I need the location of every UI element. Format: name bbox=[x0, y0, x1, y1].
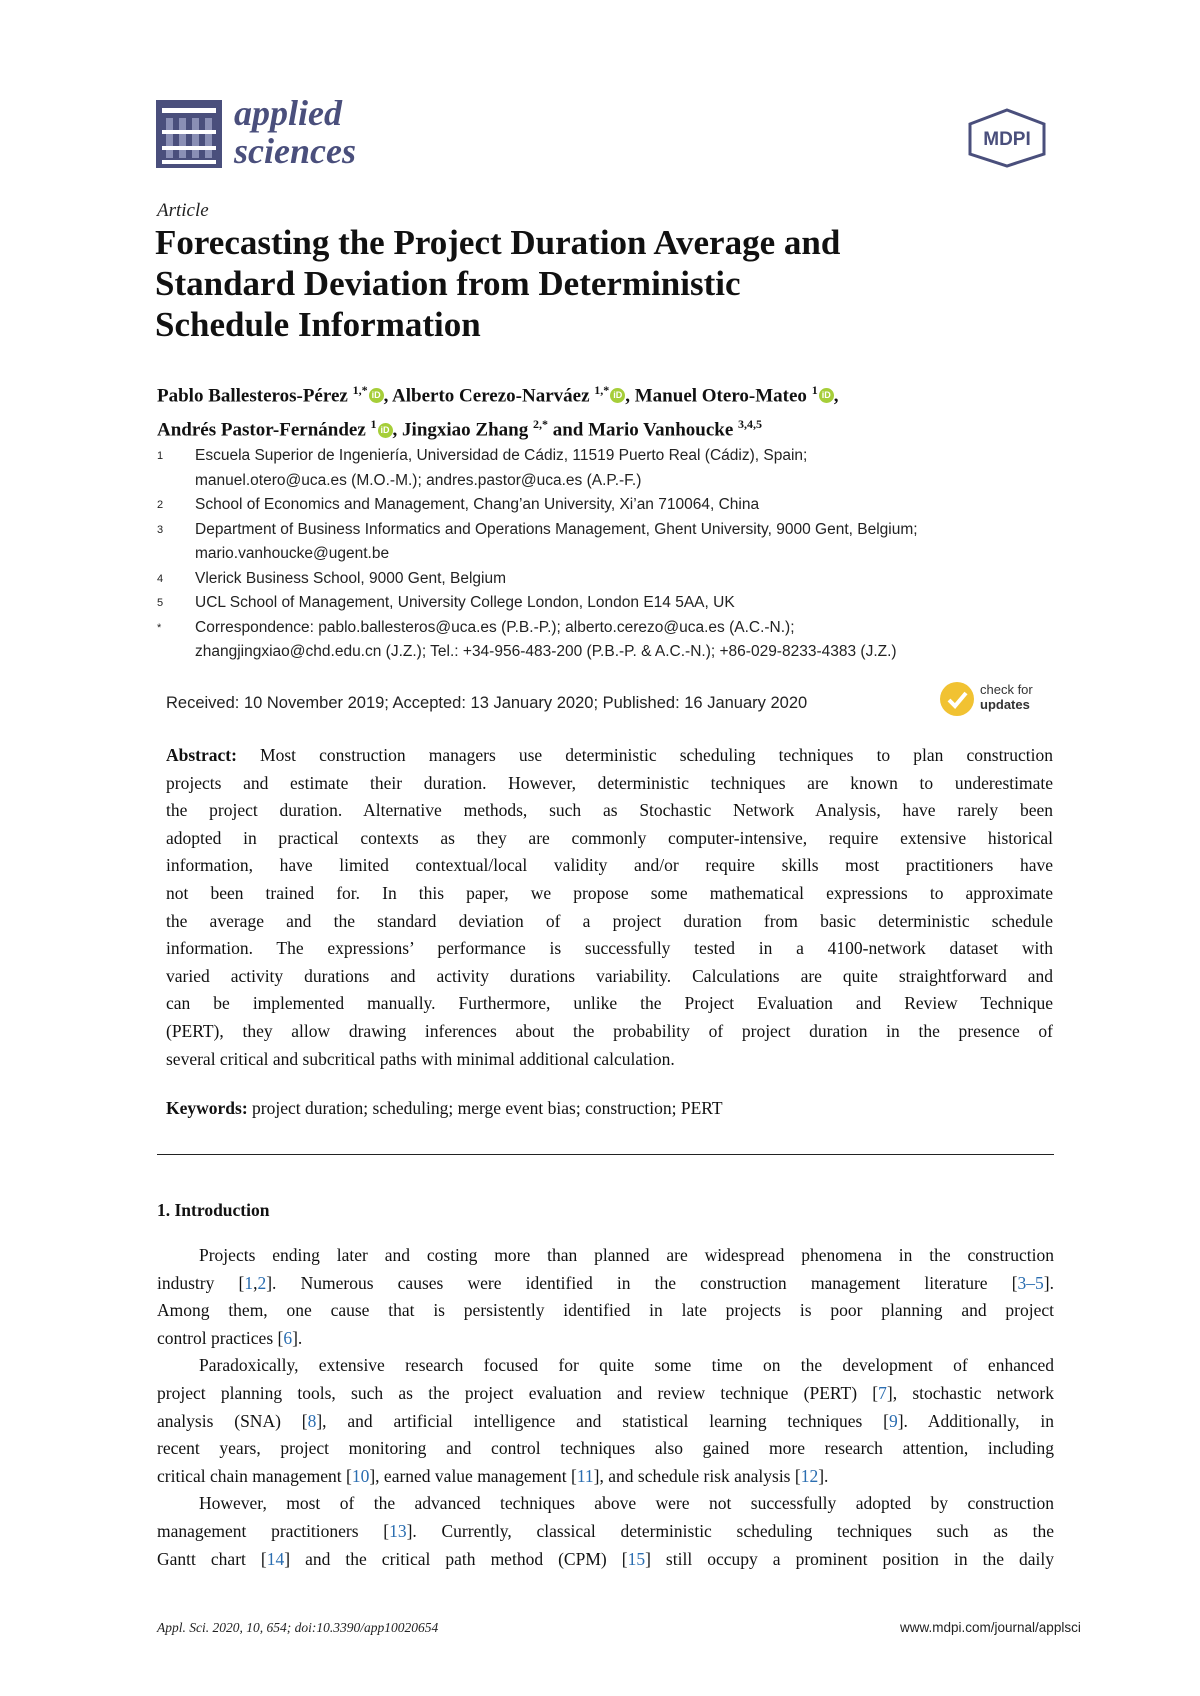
author-name[interactable]: Mario Vanhoucke bbox=[588, 419, 734, 441]
body-line bbox=[157, 1435, 1054, 1463]
check-icon bbox=[940, 682, 974, 716]
title-line: Schedule Information bbox=[155, 305, 481, 344]
affiliation-line: School of Economics and Management, Chang’an University, Xi’an 710064, China bbox=[195, 496, 760, 513]
author-name[interactable]: Alberto Cerezo-Narváez bbox=[392, 385, 590, 407]
author-affiliation-sup: 1 bbox=[370, 417, 377, 432]
body-line bbox=[157, 1325, 1054, 1353]
citation-link[interactable]: 2 bbox=[257, 1272, 267, 1293]
author-name[interactable]: Andrés Pastor-Fernández bbox=[157, 419, 366, 441]
title-line: Standard Deviation from Deterministic bbox=[155, 264, 741, 303]
text-run: control practices [ bbox=[157, 1327, 284, 1348]
abstract-line: can be implemented manually. Furthermore, unlike the Project Evaluation and Review Technique bbox=[166, 993, 1053, 1014]
body-line bbox=[157, 1270, 1054, 1298]
text-run: ]. bbox=[1043, 1272, 1054, 1293]
affiliation-line: Department of Business Informatics and Operations Management, Ghent University, 9000 Gent, Belgium; bbox=[195, 520, 918, 538]
affiliation-item bbox=[157, 567, 1057, 592]
body-text bbox=[157, 1242, 1054, 1573]
abstract-line: Most construction managers use deterministic scheduling techniques to plan construction bbox=[260, 745, 1054, 765]
body-line bbox=[157, 1490, 1054, 1518]
abstract-line: the average and the standard deviation of a project duration from basic deterministic schedule bbox=[166, 910, 1053, 931]
check-for-updates-badge[interactable] bbox=[940, 680, 1080, 720]
author-affiliation-sup: 3,4,5 bbox=[738, 417, 763, 432]
affiliation-item bbox=[157, 591, 1057, 616]
updates-label-line2: updates bbox=[980, 697, 1030, 712]
text-run: ]. bbox=[818, 1465, 829, 1486]
citation-link[interactable]: 3–5 bbox=[1017, 1272, 1044, 1293]
authors-and: and bbox=[552, 419, 584, 441]
citation-link[interactable]: 11 bbox=[576, 1465, 594, 1486]
text-run: Projects ending later and costing more than planned are widespread phenomena in the construction bbox=[199, 1245, 1054, 1265]
text-run: analysis (SNA) [ bbox=[157, 1410, 308, 1431]
affiliation-item bbox=[157, 616, 1057, 665]
article-type: Article bbox=[157, 200, 209, 221]
affiliation-item bbox=[157, 444, 1057, 493]
keywords bbox=[166, 1098, 723, 1119]
abstract-label: Abstract: bbox=[166, 745, 237, 765]
affiliations bbox=[157, 444, 1057, 665]
citation-link[interactable]: 12 bbox=[800, 1465, 819, 1486]
affiliation-line[interactable]: zhangjingxiao@chd.edu.cn (J.Z.); Tel.: +34-956-483-200 (P.B.-P. & A.C.-N.); +86-029-8233-4383 (J.Z.) bbox=[195, 643, 897, 660]
affiliation-line: UCL School of Management, University College London, London E14 5AA, UK bbox=[195, 594, 735, 611]
journal-name bbox=[234, 94, 356, 170]
text-run: ]. Numerous causes were identified in the construction management literature [ bbox=[266, 1272, 1018, 1293]
abstract-line: several critical and subcritical paths with minimal additional calculation. bbox=[166, 1048, 675, 1069]
citation-link[interactable]: 9 bbox=[888, 1410, 898, 1431]
affiliation-number: 1 bbox=[157, 450, 164, 462]
affiliation-line[interactable]: mario.vanhoucke@ugent.be bbox=[195, 545, 390, 562]
affiliation-number: 5 bbox=[157, 597, 164, 609]
text-run: management practitioners [ bbox=[157, 1520, 390, 1541]
footer-journal-url[interactable]: www.mdpi.com/journal/applsci bbox=[900, 1620, 1081, 1635]
publication-dates: Received: 10 November 2019; Accepted: 13 January 2020; Published: 16 January 2020 bbox=[166, 694, 808, 712]
body-line bbox=[157, 1518, 1054, 1546]
author-name[interactable]: Manuel Otero-Mateo bbox=[634, 385, 807, 407]
text-run: ], stochastic network bbox=[886, 1382, 1054, 1403]
orcid-icon[interactable]: iD bbox=[819, 388, 834, 403]
abstract-line: adopted in practical contexts as they are commonly computer-intensive, require extensive historical bbox=[166, 827, 1053, 848]
body-line bbox=[157, 1380, 1054, 1408]
footer-citation: Appl. Sci. 2020, 10, 654; doi:10.3390/app10020654 bbox=[157, 1620, 439, 1635]
citation-link[interactable]: 7 bbox=[878, 1382, 887, 1403]
citation-link[interactable]: 10 bbox=[351, 1465, 370, 1486]
affiliation-item bbox=[157, 518, 1057, 567]
journal-logo-icon bbox=[156, 100, 222, 168]
citation-link[interactable]: 8 bbox=[307, 1410, 317, 1431]
body-line bbox=[157, 1297, 1054, 1325]
affiliation-line: Escuela Superior de Ingeniería, Universidad de Cádiz, 11519 Puerto Real (Cádiz), Spain; bbox=[195, 447, 808, 464]
citation-link[interactable]: 1 bbox=[244, 1272, 254, 1293]
publisher-logo-icon bbox=[966, 108, 1048, 168]
abstract bbox=[166, 742, 1053, 1073]
affiliation-number: 3 bbox=[157, 523, 164, 536]
section-divider bbox=[157, 1154, 1054, 1155]
author-affiliation-sup: 1 bbox=[811, 383, 818, 397]
title-line: Forecasting the Project Duration Average and bbox=[155, 223, 841, 262]
citation-link[interactable]: 13 bbox=[389, 1520, 407, 1541]
body-line bbox=[157, 1463, 1054, 1491]
text-run: ] still occupy a prominent position in the daily bbox=[645, 1548, 1055, 1569]
author-list: Pablo Ballesteros-Pérez $^{1,*}$ iD , Alberto Cerezo-Narváez $^{1,*}$ iD , Manuel Otero-Mateo $^1$ iD , Andrés Pastor-Fernández $^1$ iD , Jingxiao Zhang $^{2,*}$ and Mario Vanhoucke $^{3,4,5}$ bbox=[157, 383, 839, 441]
citation-link[interactable]: 6 bbox=[283, 1327, 293, 1348]
orcid-icon[interactable]: iD bbox=[369, 388, 384, 403]
text-run: ]. bbox=[292, 1327, 303, 1348]
text-run: recent years, project monitoring and control techniques also gained more research attention, including bbox=[157, 1438, 1054, 1459]
text-run: ], and artificial intelligence and statistical learning techniques [ bbox=[316, 1410, 889, 1431]
affiliation-number: * bbox=[157, 621, 162, 634]
publisher-name: MDPI bbox=[983, 129, 1031, 150]
body-line bbox=[157, 1546, 1054, 1574]
abstract-line: (PERT), they allow drawing inferences about the probability of project duration in the presence of bbox=[166, 1020, 1053, 1041]
text-run: critical chain management [ bbox=[157, 1465, 352, 1486]
text-run: Paradoxically, extensive research focused for quite some time on the development of enhanced bbox=[199, 1355, 1054, 1376]
abstract-line: not been trained for. In this paper, we propose some mathematical expressions to approximate bbox=[166, 882, 1053, 903]
body-line bbox=[157, 1242, 1054, 1270]
text-run: Gantt chart [ bbox=[157, 1548, 267, 1569]
body-line bbox=[157, 1352, 1054, 1380]
text-run: ]. Currently, classical deterministic scheduling techniques such as the bbox=[406, 1520, 1054, 1541]
updates-label-line1: check for bbox=[980, 682, 1033, 697]
orcid-icon[interactable]: iD bbox=[378, 423, 393, 438]
text-run: , bbox=[253, 1272, 258, 1293]
orcid-icon[interactable]: iD bbox=[610, 388, 625, 403]
affiliation-item bbox=[157, 493, 1057, 518]
paper-title bbox=[155, 222, 1055, 345]
abstract-line: information. The expressions’ performance is successfully tested in a 4100-network dataset with bbox=[166, 938, 1053, 959]
abstract-line: information, have limited contextual/local validity and/or require skills most practitioners have bbox=[166, 855, 1053, 876]
text-run: Among them, one cause that is persistently identified in late projects is poor planning and project bbox=[157, 1300, 1054, 1321]
author-name[interactable]: Pablo Ballesteros-Pérez bbox=[157, 385, 348, 407]
affiliation-number: 4 bbox=[157, 572, 164, 585]
author-name[interactable]: Jingxiao Zhang bbox=[402, 419, 529, 441]
text-run: industry [ bbox=[157, 1272, 245, 1293]
affiliation-line[interactable]: Correspondence: pablo.ballesteros@uca.es (P.B.-P.); alberto.cerezo@uca.es (A.C.-N.); bbox=[195, 618, 795, 636]
section-heading: 1. Introduction bbox=[157, 1200, 270, 1220]
abstract-line: projects and estimate their duration. However, deterministic techniques are known to underestimate bbox=[166, 772, 1053, 793]
text-run: However, most of the advanced techniques above were not successfully adopted by construction bbox=[199, 1493, 1054, 1514]
body-line bbox=[157, 1408, 1054, 1436]
keywords-text: project duration; scheduling; merge event bias; construction; PERT bbox=[252, 1098, 723, 1118]
journal-name-line2: sciences bbox=[234, 131, 356, 171]
text-run: ]. Additionally, in bbox=[897, 1410, 1054, 1431]
author-affiliation-sup: 1,* bbox=[352, 383, 368, 397]
journal-name-line1: applied bbox=[234, 93, 342, 133]
citation-link[interactable]: 15 bbox=[627, 1548, 646, 1569]
abstract-line: the project duration. Alternative methods, such as Stochastic Network Analysis, have rarely been bbox=[166, 800, 1053, 821]
text-run: ] and the critical path method (CPM) [ bbox=[284, 1548, 628, 1569]
text-run: project planning tools, such as the project evaluation and review technique (PERT) [ bbox=[157, 1382, 879, 1403]
text-run: ], earned value management [ bbox=[369, 1465, 577, 1486]
affiliation-number: 2 bbox=[157, 499, 164, 511]
author-affiliation-sup: 1,* bbox=[594, 383, 610, 397]
keywords-label: Keywords: bbox=[166, 1098, 248, 1118]
affiliation-line: Vlerick Business School, 9000 Gent, Belgium bbox=[195, 569, 507, 587]
author-affiliation-sup: 2,* bbox=[532, 417, 548, 432]
citation-link[interactable]: 14 bbox=[266, 1548, 285, 1569]
abstract-line: varied activity durations and activity durations variability. Calculations are quite straightforward and bbox=[166, 965, 1053, 986]
text-run: ], and schedule risk analysis [ bbox=[593, 1465, 801, 1486]
affiliation-line[interactable]: manuel.otero@uca.es (M.O.-M.); andres.pastor@uca.es (A.P.-F.) bbox=[195, 471, 642, 489]
